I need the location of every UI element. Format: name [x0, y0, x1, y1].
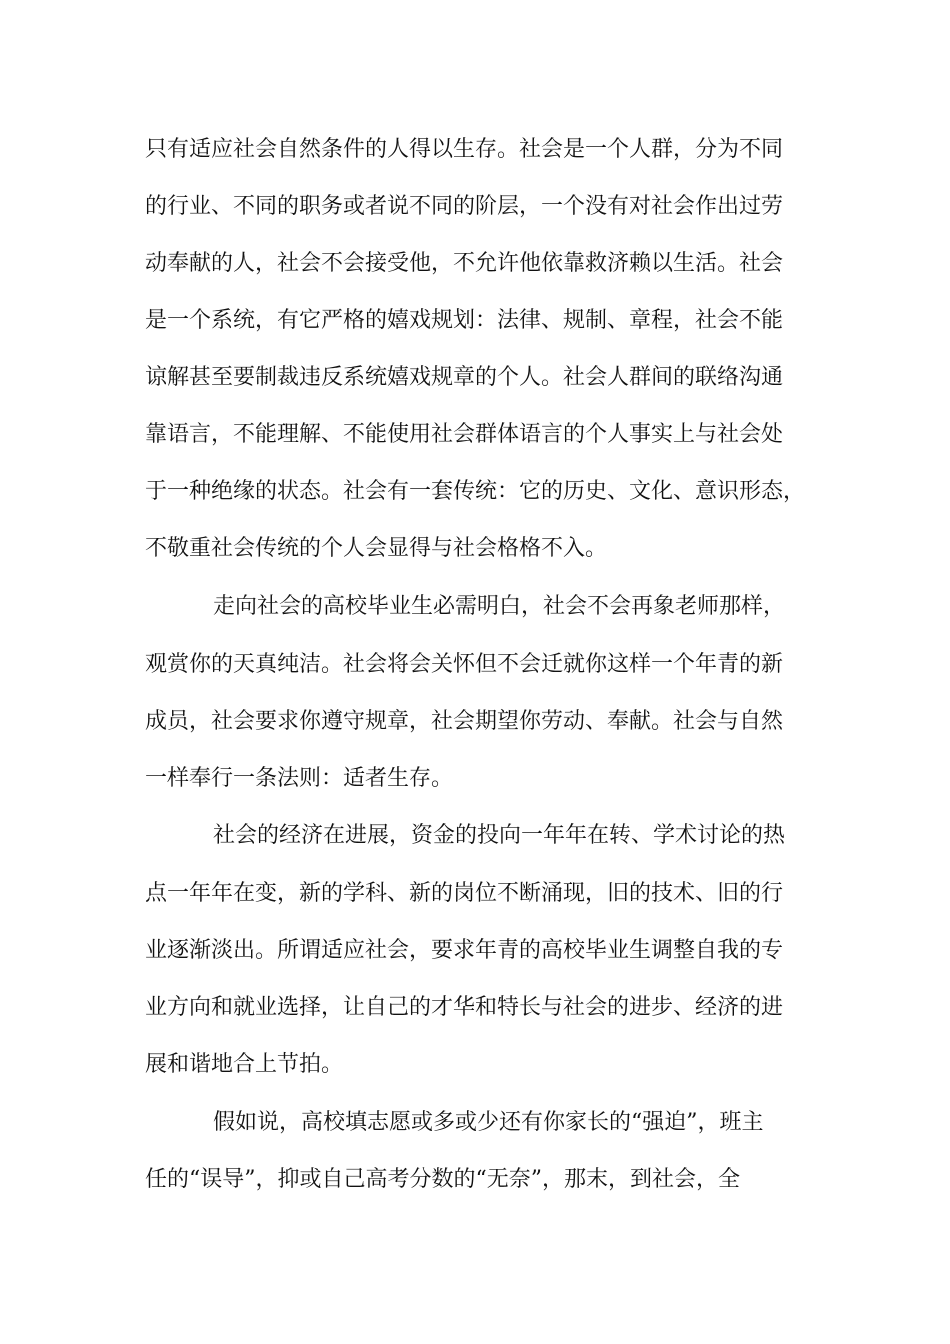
text-line: 是一个系统，有它严格的嬉戏规划：法律、规制、章程，社会不能: [145, 308, 784, 333]
text-line: 不敬重社会传统的个人会显得与社会格格不入。: [145, 536, 608, 561]
text-line: 任的“误导”，抑或自己高考分数的“无奈”，那末，到社会，全: [145, 1167, 740, 1192]
text-line: 观赏你的天真纯洁。社会将会关怀但不会迁就你这样一个年青的新: [145, 652, 784, 677]
text-line: 展和谐地合上节拍。: [145, 1052, 344, 1077]
text-line: 动奉献的人，社会不会接受他，不允许他依靠救济赖以生活。社会: [145, 251, 784, 276]
text-line: 业方向和就业选择，让自己的才华和特长与社会的进步、经济的进: [145, 995, 784, 1020]
text-line: 于一种绝缘的状态。社会有一套传统：它的历史、文化、意识形态，: [145, 479, 806, 504]
text-line: 假如说，高校填志愿或多或少还有你家长的“强迫”，班主: [213, 1110, 764, 1135]
text-line: 一样奉行一条法则：适者生存。: [145, 766, 454, 791]
text-line: 成员，社会要求你遵守规章，社会期望你劳动、奉献。社会与自然: [145, 709, 784, 734]
text-line: 靠语言，不能理解、不能使用社会群体语言的个人事实上与社会处: [145, 422, 784, 447]
text-line: 业逐渐淡出。所谓适应社会，要求年青的高校毕业生调整自我的专: [145, 938, 784, 963]
text-line: 谅解甚至要制裁违反系统嬉戏规章的个人。社会人群间的联络沟通: [145, 365, 784, 390]
text-line: 走向社会的高校毕业生必需明白，社会不会再象老师那样，: [213, 594, 786, 619]
text-line: 点一年年在变，新的学科、新的岗位不断涌现，旧的技术、旧的行: [145, 881, 784, 906]
text-line: 的行业、不同的职务或者说不同的阶层，一个没有对社会作出过劳: [145, 194, 784, 219]
text-line: 社会的经济在进展，资金的投向一年年在转、学术讨论的热: [213, 823, 786, 848]
text-line: 只有适应社会自然条件的人得以生存。社会是一个人群，分为不同: [145, 137, 784, 162]
